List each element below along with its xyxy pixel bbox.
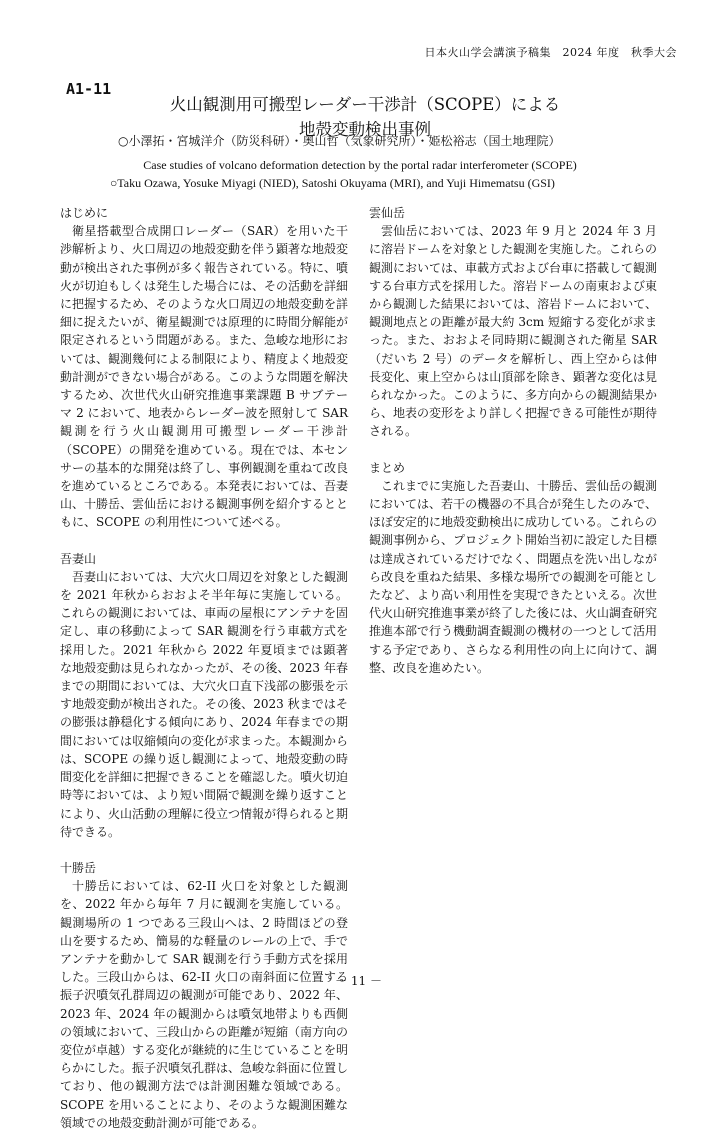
section-heading-tokachi: 十勝岳 [60, 860, 97, 875]
section-body-unzen: 雲仙岳においては、2023 年 9 月と 2024 年 3 月に溶岩ドームを対象とした観測を実施した。これらの観測においては、車載方式および台車に搭載して観測する台車方式を採用した。溶岩ドームの南東および東から観測した結果においては、溶岩ドームにおいて、観測地点との距離が最大約 3cm 短縮する変化が求まった。また、おおよそ同時期に観測された衛星 SAR（だいち 2 号）のデータを解析し、西上空からは伸長変化、東上空からは山頂部を除き、顕著な変化は見られなかった。このように、多方向からの観測結果から、地表の変形をより詳しく把握できる可能性が期待される。 [369, 224, 658, 439]
section-body-intro: 衛星搭載型合成開口レーダー（SAR）を用いた干渉解析より、火口周辺の地殻変動を伴う顕著な地殻変動が検出された事例が多く報告されている。特に、噴火が切迫もしくは発生した場合には、その活動を詳細に把握するため、そのような火口周辺の地殻変動を詳細に捉えたいが、衛星観測では原理的に時間分解能が限定されるという問題がある。また、急峻な地形においては、観測幾何による制限により、精度よく地殻変動計測ができない場合がある。このような問題を解決するため、次世代火山研究推進事業課題 B サブテーマ 2 において、地表からレーダー波を照射して SAR 観測を行う火山観測用可搬型レーダー干渉計（SCOPE）の開発を進めている。現在では、本センサーの基本的な開発は終了し、事例観測を重ねて改良を進めているところである。本発表においては、吾妻山、十勝岳、雲仙岳における観測事例を紹介するとともに、SCOPE の利用性について述べる。 [60, 224, 349, 530]
page-number: － 11 － [335, 974, 382, 988]
section-heading-azuma: 吾妻山 [60, 551, 97, 566]
section-heading-intro: はじめに [60, 206, 109, 220]
journal-header: 日本火山学会講演予稿集 2024 年度 秋季大会 [424, 46, 677, 59]
title-line-1: 火山観測用可搬型レーダー干渉計（SCOPE）による [169, 95, 561, 114]
title-line-2: 地殻変動検出事例 [299, 120, 431, 139]
section-body-summary: これまでに実施した吾妻山、十勝岳、雲仙岳の観測においては、若干の機器の不具合が発生したのみで、ほぼ安定的に地殻変動検出に成功している。これらの観測事例から、プロジェクト開始当初に設定した目標は達成されているだけでなく、問題点を洗い出しながら改良を重ねた結果、多様な場所での観測を可能としたなど、より高い利用性を実現できたといえる。次世代火山研究推進事業が終了した後には、火山調査研究推進本部で行う機動調査観測の機材の一つとして活用する予定であり、さらなる利用性の向上に向けて、調整、改良を進めたい。 [369, 478, 658, 675]
section-heading-summary: まとめ [369, 460, 406, 475]
paper-id: A1-11 [66, 80, 112, 98]
section-heading-unzen: 雲仙岳 [369, 206, 406, 220]
authors-japanese: ○小澤拓・宮城洋介（防災科研）・奥山哲（気象研究所）・姫松裕志（国土地理院） [118, 134, 561, 148]
title-english: Case studies of volcano deformation detection by the portal radar interferometer (SCOPE) [143, 158, 577, 172]
authors-english: ○Taku Ozawa, Yosuke Miyagi (NIED), Satoshi Okuyama (MRI), and Yuji Himematsu (GSI) [110, 176, 555, 190]
section-body-tokachi: 十勝岳においては、62-II 火口を対象とした観測を、2022 年から毎年 7 月に観測を実施している。観測場所の 1 つである三段山へは、2 時間ほどの登山を要するため、簡易的な軽量のレールの上で、手でアンテナを動かして SAR 観測を行う手動方式を採用した。三段山からは、62-II 火口の南斜面に位置する振子沢噴気孔群周辺の観測が可能であり、2022 年、2023 年、2024 年の観測からは噴気地帯よりも西側の領域において、三段山からの距離が短縮（南方向の変位が卓越）する変化が継続的に生じていることを明らかにした。振子沢噴気孔群は、急峻な斜面に位置しており、他の観測方法では計測困難な領域である。SCOPE を用いることにより、そのような観測困難な領域での地殻変動計測が可能である。 [60, 879, 349, 1130]
section-body-azuma: 吾妻山においては、大穴火口周辺を対象とした観測を 2021 年秋からおおよそ半年毎に実施している。これらの観測においては、車両の屋根にアンテナを固定し、車の移動によって SAR 観測を行う車載方式を採用した。2021 年秋から 2022 年夏頃までは顕著な地殻変動は見られなかったが、その後、2023 年春までの期間においては、大穴火口直下浅部の膨張を示す地殻変動が検出された。その後、2023 秋まではその膨張は静穏化する傾向にあり、2024 年春までの期間においては収縮傾向の変化が求まった。本観測からは、SCOPE の繰り返し観測によって、地殻変動の時間変化を詳細に把握できることを確認した。噴火切迫時等においては、より短い間隔で観測を繰り返すことにより、火山活動の理解に役立つ情報が得られると期待できる。 [60, 569, 349, 839]
right-column [369, 204, 657, 677]
left-column [60, 204, 348, 1132]
